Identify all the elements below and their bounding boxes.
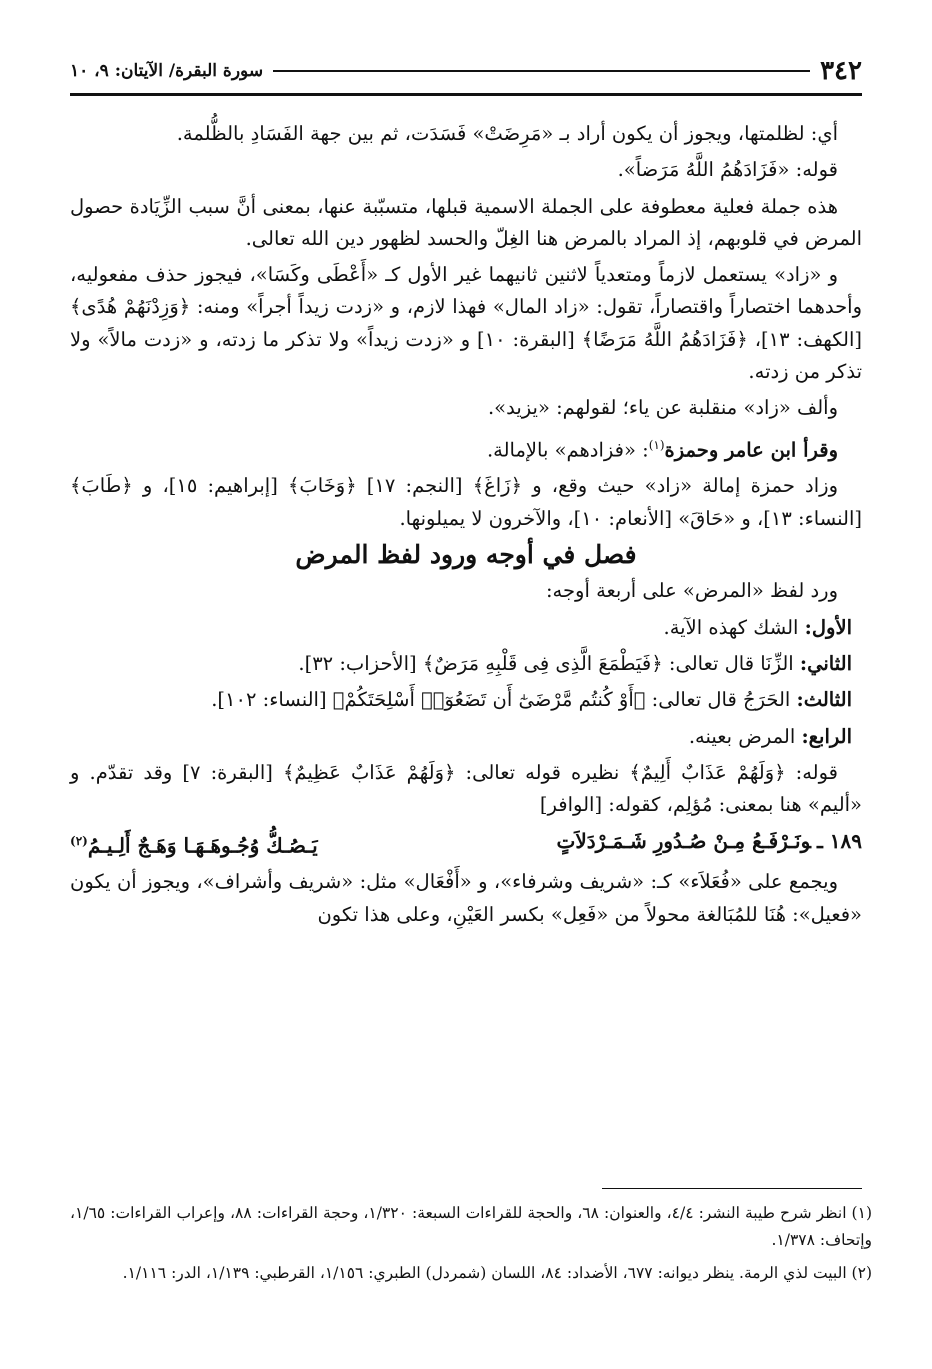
reading-attribution: وقرأ ابن عامر وحمزة [664,438,838,462]
running-title: سورة البقرة/ الآيتان: ٩، ١٠ [70,61,264,81]
poem-second-hemistich [70,825,318,862]
footnote-ref-2: (٢) [70,834,88,849]
poem-left-text: يَـصُـكُّ وُجُـوهَـهَـا وَهَـجٌ أَلِـيـمُ [87,834,318,859]
poem-right-text: ونَـرْفَـعُ مِـنْ صُـدُورِ شَـمَـرْدَلاَتٍ [556,829,811,854]
list-item [70,684,862,716]
list-item [70,648,862,680]
item-label: الرابع: [801,724,852,748]
item-label: الأول: [804,615,852,639]
item-label: الثالث: [796,688,852,712]
list-item [70,721,862,753]
paragraph-7: وزاد حمزة إمالة «زاد» حيث وقع، و ﴿زَاغَ﴾ [النجم: ١٧] ﴿وَخَابَ﴾ [إبراهيم: ١٥]، و ﴿طَابَ﴾ [النساء: ١٣]، و «حَاقَ» [الأنعام: ١٠]، والآخرون لا يميلونها. [70,474,862,530]
reading-text: : «فزادهم» بالإمالة. [486,438,649,462]
item-text: الزِّنَا قال تعالى: ﴿فَيَطْمَعَ الَّذِى فِى قَلْبِهِ مَرَضٌ﴾ [الأحزاب: ٣٢]. [298,651,800,675]
page-number: ٣٤٢ [820,56,862,86]
section-intro: ورد لفظ «المرض» على أربعة أوجه: [545,579,838,603]
item-text: الشك كهذه الآية. [663,615,805,639]
paragraph-5: وألف «زاد» منقلبة عن ياء؛ لقولهم: «يزيد». [487,396,838,420]
paragraph-3: هذه جملة فعلية معطوفة على الجملة الاسمية قبلها، متسبّبة عنها، بمعنى أنَّ سبب الزِّيَادة حصول المرض في قلوبهم، إذ المراد بالمرض هنا الغِلّ والحسد لظهور دين الله تعالى. [70,194,862,250]
section-title: فصل في أوجه ورود لفظ المرض [295,540,637,570]
paragraph-1: أي: لظلمتها، ويجوز أن يكون أراد بـ «مَرِضَتْ» فَسَدَت، ثم بين جهة الفَسَادِ بالظُّلمة. [176,122,838,145]
paragraph-9: ويجمع على «فُعَلاَء» كـ: «شريف وشرفاء»، و «أَفْعَال» مثل: «شريف وأشراف»، ويجوز أن يكون «فعيل»: هُنَا للمُبَالغة محولاً من «فَعِل» بكسر العَيْنِ، وعلى هذا تكون [70,870,862,926]
poem-first-hemistich [557,825,862,862]
list-item [70,612,862,644]
poem-number: ١٨٩ ـ [816,829,862,854]
item-label: الثاني: [799,651,852,675]
paragraph-4: و «زاد» يستعمل لازماً ومتعدياً لاثنين ثانيهما غير الأول كـ «أَعْطَى وكَسَا»، فيجوز حذف مفعوليه، وأحدهما اختصاراً واقتصاراً، تقول: «زاد المال» فهذا لازم، و «زدت زيداً أجراً» ومنه: ﴿وَزِدْنَهُمْ هُدًى﴾ [الكهف: ١٣]، ﴿فَزَادَهُمُ اللَّهُ مَرَضًا﴾ [البقرة: ١٠] و «زدت زيداً» ولا تذكر ما زدته، و «زدت مالاً» ولا تذكر من زدته. [70,263,862,384]
page-header [70,56,862,86]
item-text: المرض بعينه. [688,724,802,748]
paragraph-2: قوله: «فَزَادَهُمُ اللَّهُ مَرَضاً». [617,158,838,182]
item-text: الحَرَجُ قال تعالى: ﴿أَوْ كُنتُم مَّرْضَىٰٓ أَن تَضَعُوٓا۟ أَسْلِحَتَكُمْ﴾ [النساء: ١٠٢]. [211,688,797,712]
header-dash-line [273,70,810,72]
footnote-1: (١) انظر شرح طيبة النشر: ٤/٤، والعنوان: ٦٨، والحجة للقراءات السبعة: ١/٣٢٠، وحجة القراءات: ٨٨، وإعراب القراءات: ١/٦٥، وإتحاف: ١/٣٧٨. [70,1204,872,1249]
footnotes [70,1200,872,1293]
footnote-2: (٢) البيت لذي الرمة. ينظر ديوانه: ٦٧٧، الأضداد: ٨٤، اللسان (شمردل) الطبري: ١/١٥٦، القرطبي: ١/١٣٩، الدر: ١/١١٦. [122,1264,872,1282]
main-text [70,118,862,935]
paragraph-6 [70,429,862,467]
paragraph-8: قوله: ﴿وَلَهُمْ عَذَابٌ أَلِيمٌ﴾ نظيره قوله تعالى: ﴿وَلَهُمْ عَذَابٌ عَظِيمٌ﴾ [البقرة: ٧] وقد تقدّم. و «أليم» هنا بمعنى: مُؤلِم، كقوله: [الوافر] [70,760,862,817]
poem-verse [70,825,862,862]
footnote-separator [602,1188,862,1189]
header-rule [70,93,862,96]
footnote-ref-1: (١) [648,437,665,452]
